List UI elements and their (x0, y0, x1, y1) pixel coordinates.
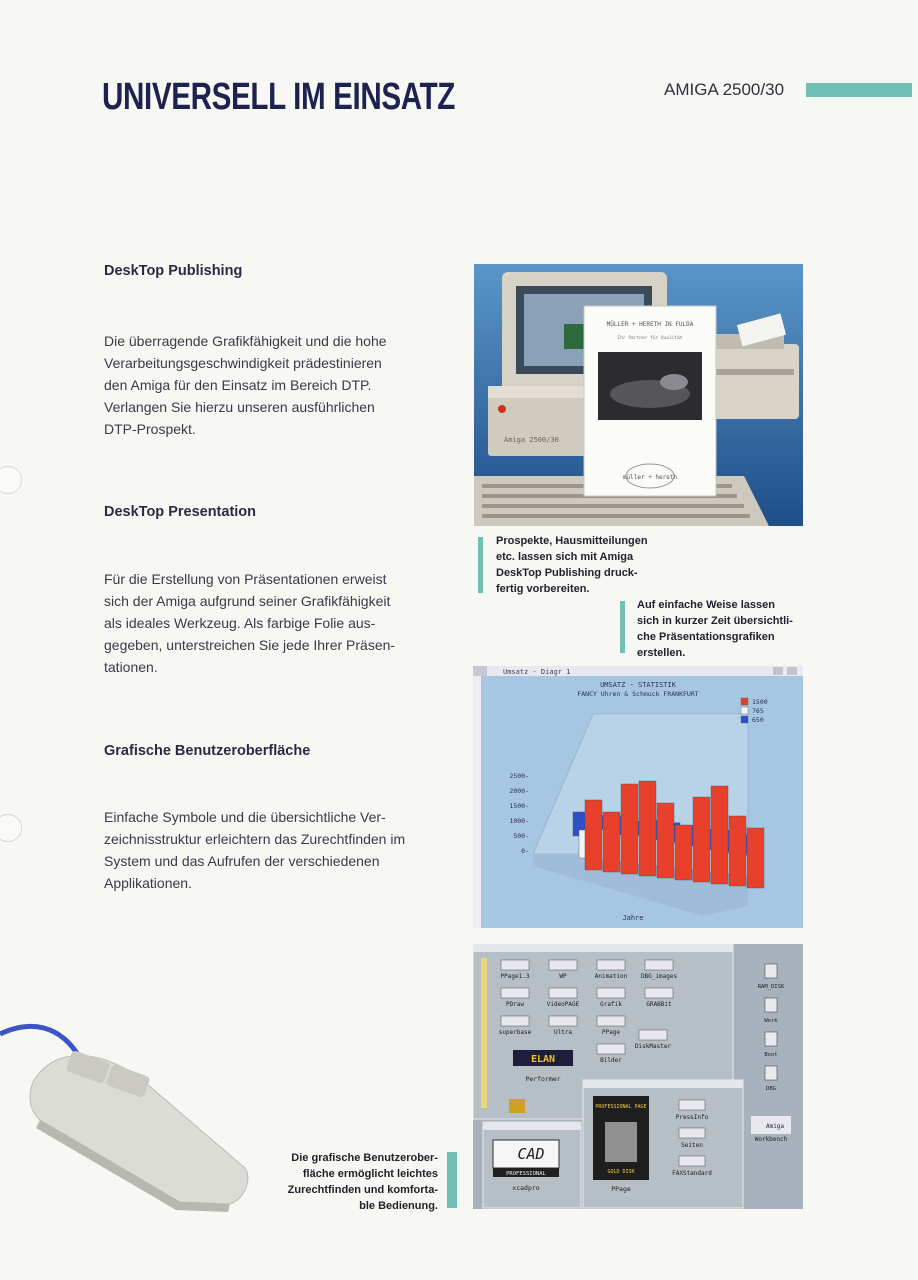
model-accent-bar (806, 83, 912, 97)
drawer-icon[interactable] (549, 960, 577, 970)
drawer-label: PDraw (505, 1001, 525, 1008)
drawer-label: DBG_images (640, 973, 678, 980)
pp-caption: PPage (611, 1185, 631, 1193)
text-line: Verlangen Sie hierzu unseren ausführlichen (104, 399, 375, 415)
section-text-dtp (104, 330, 434, 440)
text-line: System und das Aufrufen der verschiedenen (104, 853, 380, 869)
pp-drawer-label: PressInfo (675, 1114, 709, 1121)
caption-line: Auf einfache Weise lassen (637, 599, 775, 611)
cad-label: CAD (517, 1145, 545, 1163)
bar-mark (603, 812, 620, 872)
drive-icon[interactable] (765, 998, 777, 1012)
y-tick-label: 2000- (509, 787, 529, 795)
brochure-subtitle: Ihr Partner für Qualität (617, 336, 683, 341)
pp-drawer-icon[interactable] (679, 1100, 705, 1110)
caption-bar (478, 537, 483, 593)
text-line: Die überragende Grafikfähigkeit und die hohe (104, 333, 387, 349)
elan-label: ELAN (530, 1054, 556, 1065)
page-title: UNIVERSELL IM EINSATZ (102, 76, 456, 118)
text-line: Verarbeitungsgeschwindigkeit prädestinieren (104, 355, 382, 371)
brochure-logo: müller + hereth (622, 474, 678, 481)
pp-drawer-label: Seiten (681, 1142, 703, 1149)
text-line: als ideales Werkzeug. Als farbige Folie aus- (104, 615, 376, 631)
bar-mark (747, 828, 764, 888)
depth-gadget[interactable] (773, 667, 783, 675)
legend-label: 1500 (752, 698, 768, 706)
drawer-label: PPage (601, 1029, 621, 1036)
text-line: den Amiga für den Einsatz im Bereich DTP. (104, 377, 372, 393)
caption-bar (447, 1152, 457, 1208)
caption-dtp (496, 533, 696, 597)
drawer-label: Ultra (553, 1029, 573, 1036)
y-axis (509, 772, 529, 855)
drawer-icon[interactable] (645, 960, 673, 970)
y-tick-label: 1000- (509, 817, 529, 825)
caption-line: Prospekte, Hausmitteilungen (496, 535, 648, 547)
drawer-label: Animation (594, 973, 628, 980)
caption-bar (620, 601, 625, 653)
drawer-icon[interactable] (549, 1016, 577, 1026)
workbench-caption: Workbench (754, 1136, 788, 1143)
caption-line: ble Bedienung. (359, 1200, 438, 1212)
drawer-icon[interactable] (597, 960, 625, 970)
legend-label: 650 (752, 716, 764, 724)
pp-drawer-icon[interactable] (679, 1128, 705, 1138)
text-line: Applikationen. (104, 875, 192, 891)
drawer-label: VideoPAGE (546, 1001, 580, 1008)
bar-mark (621, 784, 638, 874)
drawer-icon[interactable] (645, 988, 673, 998)
cad-caption: xcadpro (512, 1184, 540, 1192)
caption-line: DeskTop Publishing druck- (496, 567, 638, 579)
text-line: zeichnisstruktur erleichtern das Zurechtfinden im (104, 831, 406, 847)
caption-gui (246, 1150, 438, 1214)
drive-label: RAM_DISK (757, 984, 785, 990)
bar-mark (693, 797, 710, 882)
bar-mark (729, 816, 746, 886)
workbench-label: Amiga (765, 1123, 785, 1130)
chart-subtitle: FANCY Uhren & Schmuck FRANKFURT (577, 690, 699, 698)
pp-drawer-label: FAXStandard (672, 1170, 712, 1177)
bar-mark (585, 800, 602, 870)
drawer-icon[interactable] (501, 1016, 529, 1026)
trashcan-icon[interactable] (509, 1099, 525, 1113)
section-heading-gui: Grafische Benutzeroberfläche (104, 743, 311, 759)
y-tick-label: 2500- (509, 772, 529, 780)
mouse-photo (0, 1000, 260, 1220)
drawer-label: WP (559, 973, 567, 980)
y-tick-label: 1500- (509, 802, 529, 810)
drawer-icon[interactable] (501, 960, 529, 970)
zoom-gadget[interactable] (787, 667, 797, 675)
caption-line: etc. lassen sich mit Amiga (496, 551, 634, 563)
bar-mark (639, 781, 656, 876)
drawer-label: Grafik (600, 1001, 622, 1008)
computer-label: Amiga 2500/30 (504, 436, 559, 444)
drive-icon[interactable] (765, 1066, 777, 1080)
drawer-label: superbase (498, 1029, 532, 1036)
x-axis-label: Jahre (622, 914, 644, 922)
window-title: Umsatz - Diagr 1 (503, 668, 571, 676)
chart-title: UMSATZ - STATISTIK (600, 681, 676, 689)
model-label: AMIGA 2500/30 (664, 80, 785, 99)
drawer-icon[interactable] (501, 988, 529, 998)
bar-mark (675, 825, 692, 880)
text-line: DTP-Prospekt. (104, 421, 196, 437)
drawer-label: GRABBit (646, 1001, 672, 1008)
binder-hole (0, 814, 22, 842)
drawer-icon[interactable] (597, 1016, 625, 1026)
drawer-label: PPage1.3 (500, 973, 530, 980)
legend-swatch (741, 716, 748, 723)
text-line: gegeben, unterstreichen Sie jede Ihrer Präsen- (104, 637, 396, 653)
legend-label: 765 (752, 707, 764, 715)
drive-label: Work (764, 1018, 778, 1024)
drawer-icon[interactable] (549, 988, 577, 998)
pp-box: GOLD DISK (607, 1169, 635, 1175)
drawer-icon[interactable] (597, 1044, 625, 1054)
drawer-label: DiskMaster (634, 1043, 672, 1050)
caption-line: fläche ermöglicht leichtes (302, 1168, 438, 1180)
brochure-title: MÜLLER + HERETH IN FULDA (606, 321, 694, 328)
binder-hole (0, 466, 22, 494)
y-tick-label: 500- (513, 832, 529, 840)
y-tick-label: 0- (521, 847, 529, 855)
section-heading-presentation: DeskTop Presentation (104, 504, 257, 520)
caption-presentation (637, 597, 817, 661)
caption-line: erstellen. (637, 647, 686, 659)
section-text-presentation (104, 568, 434, 678)
drive-label: DBG (766, 1086, 776, 1092)
drive-icons (758, 964, 785, 1092)
dtp-photo (474, 264, 803, 526)
text-line: sich der Amiga aufgrund seiner Grafikfähigkeit (104, 593, 391, 609)
caption-line: Die grafische Benutzerober- (291, 1152, 438, 1164)
section-text-gui (104, 806, 444, 894)
drive-icon[interactable] (765, 1032, 777, 1046)
caption-line: Zurechtfinden und komforta- (287, 1184, 438, 1196)
drive-icon[interactable] (765, 964, 777, 978)
pp-drawer-icon[interactable] (679, 1156, 705, 1166)
chart-screenshot (473, 666, 803, 928)
bar-mark (711, 786, 728, 884)
legend-swatch (741, 707, 748, 714)
statistics-chart (473, 666, 803, 928)
cad-sub: PROFESSIONAL (506, 1171, 546, 1177)
drawer-icon[interactable] (639, 1030, 667, 1040)
drive-label: Boot (764, 1052, 778, 1058)
text-line: Einfache Symbole und die übersichtliche Ver- (104, 809, 386, 825)
text-line: Für die Erstellung von Präsentationen erweist (104, 571, 387, 587)
caption-line: fertig vorbereiten. (496, 583, 590, 595)
drawer-label: Bilder (600, 1057, 622, 1064)
pp-header: PROFESSIONAL PAGE (595, 1104, 647, 1110)
caption-line: sich in kurzer Zeit übersichtli- (637, 615, 793, 627)
caption-line: che Präsentationsgrafiken (637, 631, 775, 643)
legend-swatch (741, 698, 748, 705)
elan-caption: Performer (525, 1075, 561, 1083)
bar-mark (657, 803, 674, 878)
section-heading-dtp: DeskTop Publishing (104, 263, 243, 279)
chart-legend (741, 698, 768, 724)
drawer-icon[interactable] (597, 988, 625, 998)
workbench-screenshot (473, 944, 803, 1209)
text-line: tationen. (104, 659, 158, 675)
